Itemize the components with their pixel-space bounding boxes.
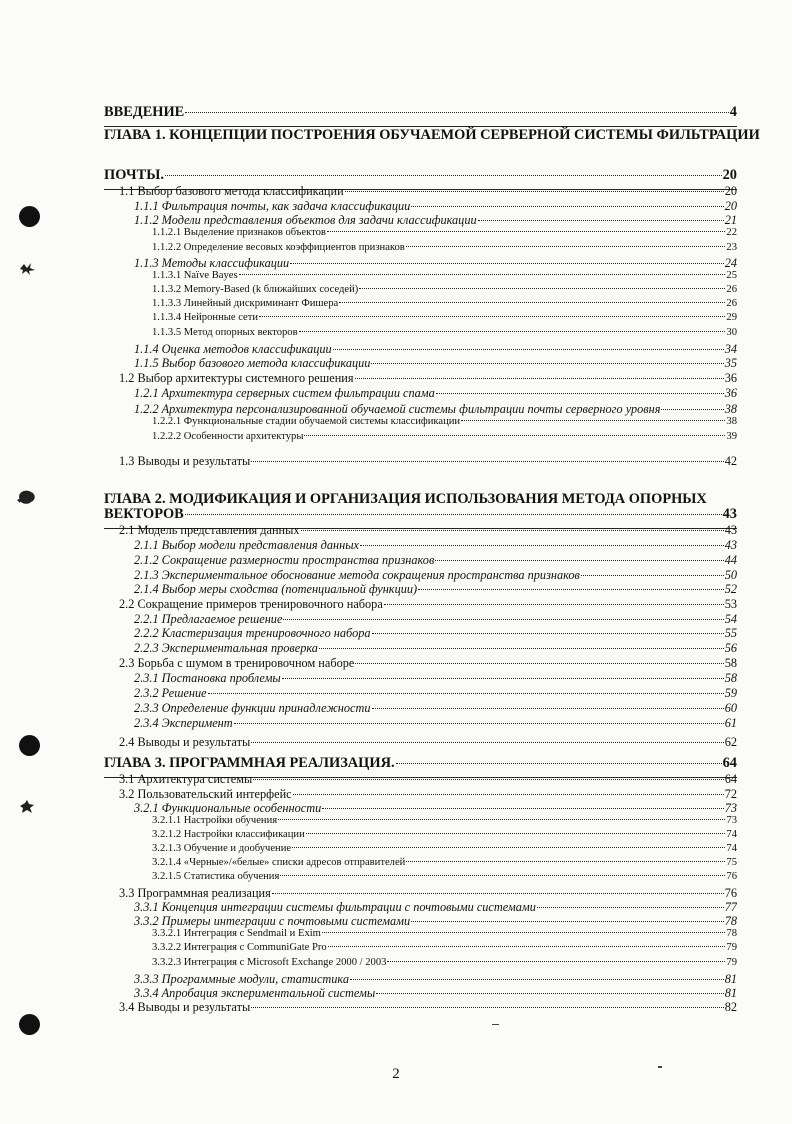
dot-leader — [376, 993, 723, 994]
toc-entry-title: 3.3.2.3 Интеграция с Microsoft Exchange 2000 / 2003 — [152, 957, 387, 968]
toc-entry[interactable] — [152, 857, 737, 868]
dot-leader — [322, 808, 723, 809]
toc-entry[interactable] — [119, 886, 737, 901]
dot-leader — [234, 723, 724, 724]
dot-leader — [339, 302, 725, 303]
toc-entry[interactable] — [152, 298, 737, 309]
punch-hole — [19, 735, 40, 756]
toc-entry-page: 43 — [724, 538, 737, 552]
dot-leader — [436, 393, 724, 394]
toc-entry-page: 73 — [724, 801, 737, 815]
ink-blot — [18, 262, 36, 276]
toc-entry-title: ВЕКТОРОВ — [104, 506, 184, 522]
dot-leader — [372, 708, 724, 709]
dot-leader — [253, 779, 723, 780]
toc-entry-title: 1.2.1 Архитектура серверных систем фильтрации спама — [134, 386, 435, 400]
toc-entry-title: 1.3 Выводы и результаты — [119, 454, 251, 468]
dot-leader — [259, 316, 725, 317]
toc-entry-page: 61 — [724, 716, 737, 730]
toc-entry[interactable] — [134, 386, 737, 401]
toc-entry-page: 20 — [724, 199, 737, 213]
toc-entry-page: 81 — [724, 972, 737, 986]
dot-leader — [301, 530, 724, 531]
toc-entry[interactable] — [134, 900, 737, 915]
toc-entry[interactable] — [152, 829, 737, 840]
toc-entry[interactable] — [134, 402, 737, 417]
toc-entry-title: 2.3.4 Эксперимент — [134, 716, 233, 730]
toc-entry-title: 3.2.1.5 Статистика обучения — [152, 871, 280, 882]
toc-entry-title: 1.1.4 Оценка методов классификации — [134, 342, 332, 356]
toc-entry-title: ГЛАВА 3. ПРОГРАММНАЯ РЕАЛИЗАЦИЯ. — [104, 755, 395, 771]
dot-leader — [345, 191, 724, 192]
dot-leader — [299, 331, 726, 332]
toc-entry-title: 2.1.2 Сокращение размерности пространства признаков — [134, 553, 435, 567]
toc-entry[interactable] — [134, 612, 737, 627]
toc-entry-title: 1.1.2.2 Определение весовых коэффициентов признаков — [152, 242, 405, 253]
toc-entry-title: 2.1 Модель представления данных — [119, 523, 300, 537]
toc-entry[interactable] — [134, 553, 737, 568]
dot-leader — [661, 409, 723, 410]
dot-leader — [461, 420, 725, 421]
toc-entry-title: 1.1.2 Модели представления объектов для задачи классификации — [134, 213, 477, 227]
toc-entry[interactable] — [119, 1000, 737, 1015]
toc-entry[interactable] — [134, 356, 737, 371]
toc-entry[interactable] — [134, 256, 737, 271]
toc-entry-page: 82 — [724, 1000, 737, 1014]
toc-entry[interactable] — [152, 957, 737, 968]
toc-entry[interactable] — [119, 184, 737, 199]
toc-entry-title: 3.3.3 Программные модули, статистика — [134, 972, 350, 986]
dot-leader — [239, 274, 726, 275]
toc-entry-title: 1.1.5 Выбор базового метода классификации — [134, 356, 371, 370]
toc-entry[interactable] — [134, 568, 737, 583]
dot-leader — [406, 861, 725, 862]
toc-entry-title: 1.1.2.1 Выделение признаков объектов — [152, 227, 326, 238]
toc-entry-title: 3.3 Программная реализация — [119, 886, 271, 900]
toc-entry-page: 58 — [724, 656, 737, 670]
toc-entry-page: 39 — [726, 431, 737, 442]
dot-leader — [411, 206, 723, 207]
toc-entry-title: 1.1.3.1 Naïve Bayes — [152, 270, 238, 281]
toc-entry-page: 76 — [726, 871, 737, 882]
dot-leader — [355, 378, 724, 379]
punch-hole — [19, 206, 40, 227]
dot-leader — [387, 961, 725, 962]
toc-entry[interactable] — [152, 431, 737, 442]
dot-leader — [384, 604, 724, 605]
toc-entry-title: 2.3.3 Определение функции принадлежности — [134, 701, 371, 715]
dot-leader — [319, 648, 724, 649]
toc-entry-page: 20 — [722, 167, 737, 183]
toc-entry-page: 59 — [724, 686, 737, 700]
toc-entry[interactable] — [134, 582, 737, 597]
toc-entry[interactable] — [119, 735, 737, 750]
toc-entry-title: 2.3.1 Постановка проблемы — [134, 671, 281, 685]
dot-leader — [581, 575, 724, 576]
toc-entry[interactable] — [152, 942, 737, 953]
toc-entry[interactable] — [119, 656, 737, 671]
dot-leader — [411, 921, 724, 922]
toc-entry-page: 21 — [724, 213, 737, 227]
toc-entry[interactable] — [152, 327, 737, 338]
toc-entry-page: 35 — [724, 356, 737, 370]
toc-entry-page: 76 — [724, 886, 737, 900]
dot-leader — [350, 979, 724, 980]
toc-entry-title: 2.1.1 Выбор модели представления данных — [134, 538, 360, 552]
toc-entry-page: 22 — [726, 227, 737, 238]
dot-leader — [322, 932, 725, 933]
toc-entry-page: 54 — [724, 612, 737, 626]
toc-entry[interactable] — [104, 506, 737, 523]
toc-entry-page: 64 — [724, 772, 737, 786]
toc-entry-page: 34 — [724, 342, 737, 356]
dot-leader — [290, 263, 724, 264]
toc-entry[interactable] — [152, 416, 737, 427]
toc-entry-page: 43 — [724, 523, 737, 537]
dot-leader — [372, 633, 724, 634]
toc-heading-line: ГЛАВА 1. КОНЦЕПЦИИ ПОСТРОЕНИЯ ОБУЧАЕМОЙ СЕРВЕРНОЙ СИСТЕМЫ ФИЛЬТРАЦИИ — [104, 127, 760, 143]
toc-entry[interactable] — [152, 270, 737, 281]
dot-leader — [327, 231, 726, 232]
toc-entry-title: 2.2 Сокращение примеров тренировочного набора — [119, 597, 383, 611]
toc-entry-title: 1.2.2.1 Функциональные стадии обучаемой системы классификации — [152, 416, 461, 427]
toc-entry-page: 73 — [726, 815, 737, 826]
toc-entry[interactable] — [152, 242, 737, 253]
toc-entry-title: 1.2 Выбор архитектуры системного решения — [119, 371, 354, 385]
toc-entry[interactable] — [119, 454, 737, 469]
dot-leader — [251, 461, 723, 462]
toc-entry-page: 78 — [724, 914, 737, 928]
dot-leader — [478, 220, 724, 221]
toc-entry[interactable] — [104, 755, 737, 772]
toc-entry[interactable] — [134, 972, 737, 987]
toc-entry-title: 1.1.3.2 Memory-Based (k ближайших соседей) — [152, 284, 359, 295]
dot-leader — [333, 349, 724, 350]
dot-leader — [272, 893, 724, 894]
toc-entry-page: 56 — [724, 641, 737, 655]
toc-entry[interactable] — [134, 914, 737, 929]
toc-entry-title: 3.2.1.1 Настройки обучения — [152, 815, 278, 826]
toc-entry-title: 1.1.3.4 Нейронные сети — [152, 312, 259, 323]
toc-entry[interactable] — [134, 701, 737, 716]
toc-entry-page: 38 — [726, 416, 737, 427]
toc-entry[interactable] — [119, 772, 737, 787]
toc-entry-title: ВВЕДЕНИЕ — [104, 104, 185, 120]
toc-heading-line: ГЛАВА 2. МОДИФИКАЦИЯ И ОРГАНИЗАЦИЯ ИСПОЛЬЗОВАНИЯ МЕТОДА ОПОРНЫХ — [104, 491, 707, 507]
toc-entry-page: 62 — [724, 735, 737, 749]
toc-entry-title: 1.1.1 Фильтрация почты, как задача классификации — [134, 199, 411, 213]
dot-leader — [371, 363, 723, 364]
toc-entry-page: 4 — [729, 104, 737, 120]
dot-leader — [328, 946, 726, 947]
punch-hole — [19, 1014, 40, 1035]
toc-entry[interactable] — [134, 626, 737, 641]
toc-entry[interactable] — [119, 371, 737, 386]
toc-entry[interactable] — [152, 227, 737, 238]
dot-leader — [355, 663, 723, 664]
dot-leader — [283, 619, 723, 620]
toc-entry-page: 25 — [726, 270, 737, 281]
toc-entry-page: 79 — [726, 957, 737, 968]
dot-leader — [185, 112, 729, 113]
toc-entry-page: 74 — [726, 843, 737, 854]
toc-entry[interactable] — [134, 342, 737, 357]
toc-entry-page: 52 — [724, 582, 737, 596]
toc-entry[interactable] — [152, 312, 737, 323]
toc-entry[interactable] — [134, 671, 737, 686]
toc-entry-page: 36 — [724, 386, 737, 400]
toc-entry-page: 77 — [724, 900, 737, 914]
toc-entry[interactable] — [134, 716, 737, 731]
toc-entry-page: 53 — [724, 597, 737, 611]
dot-leader — [435, 560, 723, 561]
toc-entry-title: 1.1 Выбор базового метода классификации — [119, 184, 344, 198]
toc-entry-title: 3.3.2.1 Интеграция с Sendmail и Exim — [152, 928, 321, 939]
dot-leader — [280, 875, 725, 876]
toc-entry-page: 58 — [724, 671, 737, 685]
toc-entry-page: 20 — [724, 184, 737, 198]
toc-entry-title: 2.1.3 Экспериментальное обоснование метода сокращения пространства признаков — [134, 568, 580, 582]
toc-entry-page: 26 — [726, 298, 737, 309]
toc-entry-page: 78 — [726, 928, 737, 939]
dot-leader — [208, 693, 724, 694]
toc-entry-page: 24 — [724, 256, 737, 270]
toc-entry-title: 1.1.3.3 Линейный дискриминант Фишера — [152, 298, 339, 309]
dot-leader — [251, 742, 723, 743]
toc-entry-title: 1.2.2 Архитектура персонализированной обучаемой системы фильтрации почты серверного уровня — [134, 402, 661, 416]
toc-entry[interactable] — [134, 213, 737, 228]
toc-entry-title: 2.2.2 Кластеризация тренировочного набора — [134, 626, 371, 640]
toc-entry-page: 55 — [724, 626, 737, 640]
toc-entry-page: 74 — [726, 829, 737, 840]
dot-leader — [359, 288, 725, 289]
toc-entry[interactable] — [104, 104, 737, 121]
toc-entry-page: 36 — [724, 371, 737, 385]
toc-entry-title: 3.4 Выводы и результаты — [119, 1000, 251, 1014]
toc-entry-title: 3.2.1 Функциональные особенности — [134, 801, 322, 815]
toc-entry-title: 2.2.3 Экспериментальная проверка — [134, 641, 318, 655]
toc-entry-title: 3.2.1.3 Обучение и дообучение — [152, 843, 292, 854]
ink-blot — [16, 488, 38, 506]
toc-entry-page: 44 — [724, 553, 737, 567]
toc-entry-page: 75 — [726, 857, 737, 868]
toc-entry-page: 64 — [722, 755, 737, 771]
toc-entry-title: 1.2.2.2 Особенности архитектуры — [152, 431, 304, 442]
toc-entry-title: 3.3.2.2 Интеграция с CommuniGate Pro — [152, 942, 327, 953]
toc-entry[interactable] — [119, 597, 737, 612]
toc-entry[interactable] — [134, 641, 737, 656]
toc-entry-title: 3.1 Архитектура системы — [119, 772, 253, 786]
dot-leader — [293, 794, 724, 795]
toc-entry-title: 3.3.4 Апробация экспериментальной системы — [134, 986, 376, 1000]
dot-leader — [396, 763, 722, 764]
toc-entry[interactable] — [119, 787, 737, 802]
toc-entry[interactable] — [134, 199, 737, 214]
toc-entry-title: 2.3 Борьба с шумом в тренировочном наборе — [119, 656, 355, 670]
toc-entry-title: 3.2.1.2 Настройки классификации — [152, 829, 305, 840]
dot-leader — [165, 175, 722, 176]
toc-entry[interactable] — [104, 167, 737, 184]
toc-entry-page: 26 — [726, 284, 737, 295]
toc-entry[interactable] — [152, 843, 737, 854]
toc-entry-page: 81 — [724, 986, 737, 1000]
toc-entry[interactable] — [134, 801, 737, 816]
dot-leader — [251, 1007, 723, 1008]
dot-leader — [537, 907, 724, 908]
toc-entry-page: 29 — [726, 312, 737, 323]
toc-entry-page: 30 — [726, 327, 737, 338]
toc-entry-title: 2.3.2 Решение — [134, 686, 207, 700]
dot-leader — [292, 847, 725, 848]
toc-entry[interactable] — [152, 928, 737, 939]
dot-leader — [406, 246, 726, 247]
dot-leader — [304, 435, 725, 436]
toc-entry-page: 38 — [724, 402, 737, 416]
dot-leader — [360, 545, 724, 546]
scan-speck — [492, 1024, 499, 1025]
toc-entry-title: 3.3.1 Концепция интеграции системы фильтрации с почтовыми системами — [134, 900, 536, 914]
toc-entry-title: 1.1.3 Методы классификации — [134, 256, 290, 270]
toc-entry-title: ПОЧТЫ. — [104, 167, 164, 183]
dot-leader — [282, 678, 724, 679]
toc-entry-title: 3.2.1.4 «Черные»/«белые» списки адресов отправителей — [152, 857, 406, 868]
toc-entry[interactable] — [134, 686, 737, 701]
toc-entry-page: 72 — [724, 787, 737, 801]
toc-entry-page: 42 — [724, 454, 737, 468]
toc-entry-page: 79 — [726, 942, 737, 953]
dot-leader — [418, 589, 724, 590]
ink-blot — [18, 800, 36, 814]
page-number: 2 — [392, 1066, 400, 1082]
dot-leader — [306, 833, 726, 834]
toc-entry[interactable] — [134, 986, 737, 1001]
dot-leader — [185, 514, 722, 515]
toc-entry[interactable] — [152, 284, 737, 295]
toc-entry[interactable] — [152, 871, 737, 882]
toc-entry-title: 2.2.1 Предлагаемое решение — [134, 612, 283, 626]
toc-entry-page: 60 — [724, 701, 737, 715]
toc-entry-title: 3.2 Пользовательский интерфейс — [119, 787, 292, 801]
toc-entry-title: 2.1.4 Выбор меры сходства (потенциальной функции) — [134, 582, 418, 596]
toc-entry-page: 43 — [722, 506, 737, 522]
dot-leader — [278, 819, 725, 820]
toc-entry-title: 2.4 Выводы и результаты — [119, 735, 251, 749]
toc-entry[interactable] — [134, 538, 737, 553]
toc-entry-title: 3.3.2 Примеры интеграции с почтовыми системами — [134, 914, 411, 928]
toc-entry-title: 1.1.3.5 Метод опорных векторов — [152, 327, 298, 338]
toc-entry-page: 23 — [726, 242, 737, 253]
toc-entry[interactable] — [152, 815, 737, 826]
toc-entry-page: 50 — [724, 568, 737, 582]
toc-entry[interactable] — [119, 523, 737, 538]
